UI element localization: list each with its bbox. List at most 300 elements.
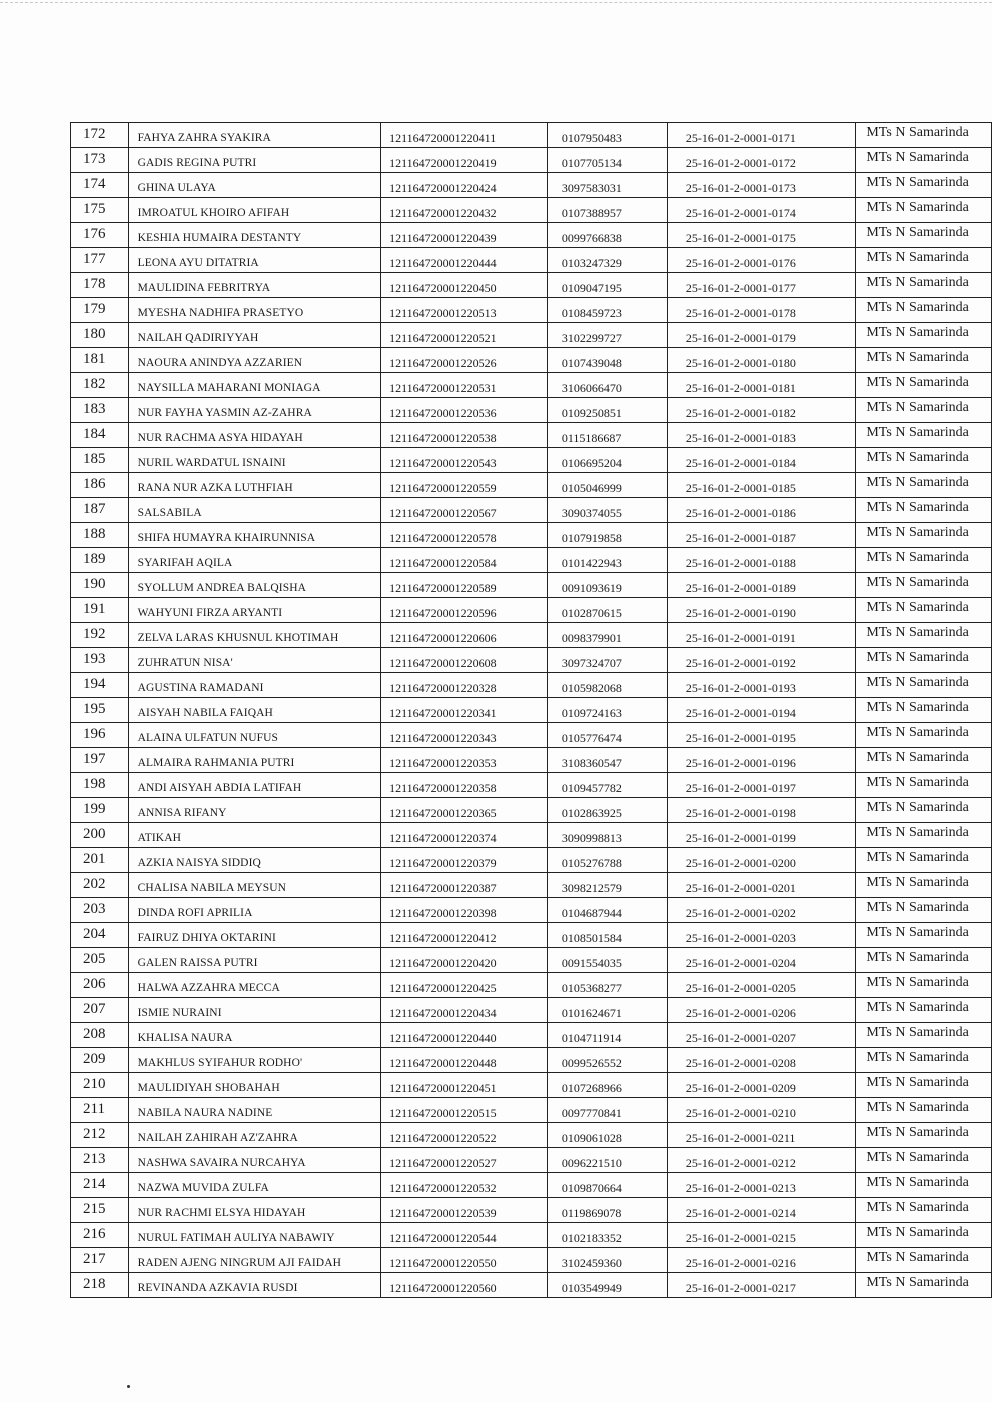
nisn-cell: 121164720001220444 [381,248,548,273]
exam-code-cell: 25-16-01-2-0001-0189 [667,573,856,598]
student-name-cell: NAILAH ZAHIRAH AZ'ZAHRA [128,1123,380,1148]
nisn-cell: 121164720001220411 [381,123,548,148]
school-cell: MTs N Samarinda [856,748,992,773]
exam-code-cell: 25-16-01-2-0001-0201 [667,873,856,898]
nis-cell: 3097324707 [547,648,667,673]
nis-cell: 0091093619 [547,573,667,598]
student-name-cell: ALMAIRA RAHMANIA PUTRI [128,748,380,773]
nisn-cell: 121164720001220439 [381,223,548,248]
nisn-cell: 121164720001220539 [381,1198,548,1223]
row-number-cell: 206 [71,973,129,998]
school-cell: MTs N Samarinda [856,1223,992,1248]
row-number-cell: 177 [71,248,129,273]
row-number-cell: 197 [71,748,129,773]
exam-code-cell: 25-16-01-2-0001-0214 [667,1198,856,1223]
table-row [71,923,992,948]
table-row [71,673,992,698]
nisn-cell: 121164720001220448 [381,1048,548,1073]
row-number-cell: 215 [71,1198,129,1223]
nisn-cell: 121164720001220358 [381,773,548,798]
student-name-cell: ISMIE NURAINI [128,998,380,1023]
school-cell: MTs N Samarinda [856,223,992,248]
row-number-cell: 217 [71,1248,129,1273]
table-row [71,523,992,548]
table-row [71,898,992,923]
nis-cell: 0099526552 [547,1048,667,1073]
nisn-cell: 121164720001220538 [381,423,548,448]
row-number-cell: 203 [71,898,129,923]
nis-cell: 0104687944 [547,898,667,923]
exam-code-cell: 25-16-01-2-0001-0186 [667,498,856,523]
nis-cell: 0107388957 [547,198,667,223]
table-row [71,1173,992,1198]
table-row [71,748,992,773]
nisn-cell: 121164720001220420 [381,948,548,973]
nis-cell: 0105368277 [547,973,667,998]
nis-cell: 0091554035 [547,948,667,973]
school-cell: MTs N Samarinda [856,1073,992,1098]
student-name-cell: SALSABILA [128,498,380,523]
nisn-cell: 121164720001220328 [381,673,548,698]
table-row [71,1148,992,1173]
table-row [71,173,992,198]
student-name-cell: MYESHA NADHIFA PRASETYO [128,298,380,323]
school-cell: MTs N Samarinda [856,923,992,948]
nis-cell: 0107919858 [547,523,667,548]
nis-cell: 3090374055 [547,498,667,523]
nis-cell: 0102870615 [547,598,667,623]
nisn-cell: 121164720001220412 [381,923,548,948]
exam-code-cell: 25-16-01-2-0001-0183 [667,423,856,448]
student-name-cell: NAYSILLA MAHARANI MONIAGA [128,373,380,398]
nis-cell: 0099766838 [547,223,667,248]
nisn-cell: 121164720001220526 [381,348,548,373]
row-number-cell: 172 [71,123,129,148]
exam-code-cell: 25-16-01-2-0001-0211 [667,1123,856,1148]
exam-code-cell: 25-16-01-2-0001-0180 [667,348,856,373]
school-cell: MTs N Samarinda [856,823,992,848]
nisn-cell: 121164720001220584 [381,548,548,573]
scan-edge-line [0,2,992,3]
student-name-cell: NURIL WARDATUL ISNAINI [128,448,380,473]
student-name-cell: AZKIA NAISYA SIDDIQ [128,848,380,873]
row-number-cell: 176 [71,223,129,248]
nis-cell: 0103247329 [547,248,667,273]
row-number-cell: 214 [71,1173,129,1198]
student-name-cell: FAIRUZ DHIYA OKTARINI [128,923,380,948]
row-number-cell: 208 [71,1023,129,1048]
nisn-cell: 121164720001220589 [381,573,548,598]
nis-cell: 0102863925 [547,798,667,823]
nisn-cell: 121164720001220432 [381,198,548,223]
row-number-cell: 180 [71,323,129,348]
table-row [71,198,992,223]
row-number-cell: 189 [71,548,129,573]
nis-cell: 3106066470 [547,373,667,398]
exam-code-cell: 25-16-01-2-0001-0207 [667,1023,856,1048]
nis-cell: 3108360547 [547,748,667,773]
exam-code-cell: 25-16-01-2-0001-0187 [667,523,856,548]
table-row [71,473,992,498]
nisn-cell: 121164720001220450 [381,273,548,298]
school-cell: MTs N Samarinda [856,273,992,298]
nisn-cell: 121164720001220521 [381,323,548,348]
nis-cell: 0108459723 [547,298,667,323]
exam-code-cell: 25-16-01-2-0001-0217 [667,1273,856,1298]
table-row [71,1198,992,1223]
school-cell: MTs N Samarinda [856,698,992,723]
student-name-cell: REVINANDA AZKAVIA RUSDI [128,1273,380,1298]
nis-cell: 0107439048 [547,348,667,373]
table-row [71,448,992,473]
row-number-cell: 173 [71,148,129,173]
student-name-cell: NUR FAYHA YASMIN AZ-ZAHRA [128,398,380,423]
school-cell: MTs N Samarinda [856,848,992,873]
table-row [71,798,992,823]
row-number-cell: 213 [71,1148,129,1173]
table-row [71,623,992,648]
nisn-cell: 121164720001220544 [381,1223,548,1248]
table-row [71,373,992,398]
exam-code-cell: 25-16-01-2-0001-0172 [667,148,856,173]
nisn-cell: 121164720001220451 [381,1073,548,1098]
nisn-cell: 121164720001220398 [381,898,548,923]
exam-code-cell: 25-16-01-2-0001-0179 [667,323,856,348]
row-number-cell: 198 [71,773,129,798]
nisn-cell: 121164720001220543 [381,448,548,473]
table-row [71,298,992,323]
row-number-cell: 207 [71,998,129,1023]
school-cell: MTs N Samarinda [856,1148,992,1173]
nis-cell: 0109870664 [547,1173,667,1198]
school-cell: MTs N Samarinda [856,398,992,423]
nisn-cell: 121164720001220560 [381,1273,548,1298]
school-cell: MTs N Samarinda [856,898,992,923]
school-cell: MTs N Samarinda [856,1198,992,1223]
exam-code-cell: 25-16-01-2-0001-0195 [667,723,856,748]
nis-cell: 0097770841 [547,1098,667,1123]
nisn-cell: 121164720001220365 [381,798,548,823]
school-cell: MTs N Samarinda [856,348,992,373]
exam-code-cell: 25-16-01-2-0001-0182 [667,398,856,423]
school-cell: MTs N Samarinda [856,1023,992,1048]
school-cell: MTs N Samarinda [856,673,992,698]
exam-code-cell: 25-16-01-2-0001-0174 [667,198,856,223]
exam-code-cell: 25-16-01-2-0001-0203 [667,923,856,948]
student-name-cell: AGUSTINA RAMADANI [128,673,380,698]
nis-cell: 0101624671 [547,998,667,1023]
student-name-cell: MAULIDINA FEBRITRYA [128,273,380,298]
school-cell: MTs N Samarinda [856,573,992,598]
table-row [71,1123,992,1148]
exam-code-cell: 25-16-01-2-0001-0196 [667,748,856,773]
student-name-cell: NAILAH QADIRIYYAH [128,323,380,348]
student-name-cell: SYARIFAH AQILA [128,548,380,573]
nisn-cell: 121164720001220527 [381,1148,548,1173]
student-name-cell: GHINA ULAYA [128,173,380,198]
school-cell: MTs N Samarinda [856,948,992,973]
table-row [71,573,992,598]
school-cell: MTs N Samarinda [856,798,992,823]
table-row [71,148,992,173]
nisn-cell: 121164720001220606 [381,623,548,648]
nis-cell: 0119869078 [547,1198,667,1223]
exam-code-cell: 25-16-01-2-0001-0191 [667,623,856,648]
row-number-cell: 191 [71,598,129,623]
nis-cell: 0105046999 [547,473,667,498]
table-row [71,598,992,623]
student-name-cell: FAHYA ZAHRA SYAKIRA [128,123,380,148]
student-name-cell: GALEN RAISSA PUTRI [128,948,380,973]
nis-cell: 0107950483 [547,123,667,148]
student-name-cell: ZELVA LARAS KHUSNUL KHOTIMAH [128,623,380,648]
row-number-cell: 210 [71,1073,129,1098]
nis-cell: 0106695204 [547,448,667,473]
exam-code-cell: 25-16-01-2-0001-0202 [667,898,856,923]
exam-code-cell: 25-16-01-2-0001-0200 [667,848,856,873]
nis-cell: 0096221510 [547,1148,667,1173]
row-number-cell: 174 [71,173,129,198]
student-name-cell: LEONA AYU DITATRIA [128,248,380,273]
nisn-cell: 121164720001220434 [381,998,548,1023]
student-name-cell: HALWA AZZAHRA MECCA [128,973,380,998]
exam-code-cell: 25-16-01-2-0001-0190 [667,598,856,623]
student-name-cell: IMROATUL KHOIRO AFIFAH [128,198,380,223]
exam-code-cell: 25-16-01-2-0001-0178 [667,298,856,323]
exam-code-cell: 25-16-01-2-0001-0185 [667,473,856,498]
table-row [71,123,992,148]
table-row [71,1248,992,1273]
student-name-cell: SHIFA HUMAYRA KHAIRUNNISA [128,523,380,548]
exam-code-cell: 25-16-01-2-0001-0204 [667,948,856,973]
nisn-cell: 121164720001220513 [381,298,548,323]
nisn-cell: 121164720001220608 [381,648,548,673]
school-cell: MTs N Samarinda [856,298,992,323]
nisn-cell: 121164720001220531 [381,373,548,398]
nis-cell: 0103549949 [547,1273,667,1298]
student-name-cell: NAZWA MUVIDA ZULFA [128,1173,380,1198]
nis-cell: 3102459360 [547,1248,667,1273]
student-name-cell: ZUHRATUN NISA' [128,648,380,673]
nisn-cell: 121164720001220353 [381,748,548,773]
row-number-cell: 216 [71,1223,129,1248]
table-row [71,973,992,998]
exam-code-cell: 25-16-01-2-0001-0188 [667,548,856,573]
row-number-cell: 183 [71,398,129,423]
roster-body [71,123,992,1298]
table-row [71,223,992,248]
nisn-cell: 121164720001220343 [381,723,548,748]
school-cell: MTs N Samarinda [856,198,992,223]
table-row [71,723,992,748]
row-number-cell: 184 [71,423,129,448]
row-number-cell: 202 [71,873,129,898]
nis-cell: 0105776474 [547,723,667,748]
row-number-cell: 199 [71,798,129,823]
nisn-cell: 121164720001220515 [381,1098,548,1123]
school-cell: MTs N Samarinda [856,1273,992,1298]
row-number-cell: 185 [71,448,129,473]
student-name-cell: MAKHLUS SYIFAHUR RODHO' [128,1048,380,1073]
table-row [71,773,992,798]
student-name-cell: ALAINA ULFATUN NUFUS [128,723,380,748]
school-cell: MTs N Samarinda [856,973,992,998]
row-number-cell: 195 [71,698,129,723]
nis-cell: 3097583031 [547,173,667,198]
nisn-cell: 121164720001220596 [381,598,548,623]
table-row [71,248,992,273]
nisn-cell: 121164720001220387 [381,873,548,898]
student-name-cell: KESHIA HUMAIRA DESTANTY [128,223,380,248]
table-row [71,423,992,448]
exam-code-cell: 25-16-01-2-0001-0173 [667,173,856,198]
row-number-cell: 194 [71,673,129,698]
student-name-cell: RANA NUR AZKA LUTHFIAH [128,473,380,498]
table-row [71,698,992,723]
nis-cell: 0098379901 [547,623,667,648]
exam-code-cell: 25-16-01-2-0001-0171 [667,123,856,148]
school-cell: MTs N Samarinda [856,1173,992,1198]
exam-code-cell: 25-16-01-2-0001-0215 [667,1223,856,1248]
student-name-cell: SYOLLUM ANDREA BALQISHA [128,573,380,598]
table-row [71,823,992,848]
nis-cell: 0104711914 [547,1023,667,1048]
row-number-cell: 178 [71,273,129,298]
nisn-cell: 121164720001220550 [381,1248,548,1273]
table-row [71,848,992,873]
row-number-cell: 187 [71,498,129,523]
school-cell: MTs N Samarinda [856,248,992,273]
school-cell: MTs N Samarinda [856,648,992,673]
nisn-cell: 121164720001220536 [381,398,548,423]
nisn-cell: 121164720001220532 [381,1173,548,1198]
student-name-cell: MAULIDIYAH SHOBAHAH [128,1073,380,1098]
nisn-cell: 121164720001220559 [381,473,548,498]
nis-cell: 3102299727 [547,323,667,348]
nis-cell: 0109061028 [547,1123,667,1148]
exam-code-cell: 25-16-01-2-0001-0176 [667,248,856,273]
row-number-cell: 204 [71,923,129,948]
nis-cell: 0109250851 [547,398,667,423]
row-number-cell: 209 [71,1048,129,1073]
row-number-cell: 218 [71,1273,129,1298]
row-number-cell: 175 [71,198,129,223]
exam-code-cell: 25-16-01-2-0001-0175 [667,223,856,248]
nis-cell: 0102183352 [547,1223,667,1248]
row-number-cell: 190 [71,573,129,598]
exam-code-cell: 25-16-01-2-0001-0212 [667,1148,856,1173]
student-name-cell: ANDI AISYAH ABDIA LATIFAH [128,773,380,798]
school-cell: MTs N Samarinda [856,1048,992,1073]
school-cell: MTs N Samarinda [856,448,992,473]
nis-cell: 0101422943 [547,548,667,573]
row-number-cell: 188 [71,523,129,548]
student-name-cell: NUR RACHMA ASYA HIDAYAH [128,423,380,448]
exam-code-cell: 25-16-01-2-0001-0193 [667,673,856,698]
nisn-cell: 121164720001220419 [381,148,548,173]
nis-cell: 0107705134 [547,148,667,173]
student-name-cell: NAOURA ANINDYA AZZARIEN [128,348,380,373]
nisn-cell: 121164720001220522 [381,1123,548,1148]
row-number-cell: 192 [71,623,129,648]
nisn-cell: 121164720001220374 [381,823,548,848]
row-number-cell: 201 [71,848,129,873]
nis-cell: 0108501584 [547,923,667,948]
exam-code-cell: 25-16-01-2-0001-0210 [667,1098,856,1123]
nisn-cell: 121164720001220578 [381,523,548,548]
school-cell: MTs N Samarinda [856,998,992,1023]
scan-speck [127,1385,130,1388]
school-cell: MTs N Samarinda [856,598,992,623]
nis-cell: 3090998813 [547,823,667,848]
nisn-cell: 121164720001220440 [381,1023,548,1048]
table-row [71,1223,992,1248]
nis-cell: 3098212579 [547,873,667,898]
student-roster-table [70,122,992,1298]
row-number-cell: 193 [71,648,129,673]
school-cell: MTs N Samarinda [856,623,992,648]
table-row [71,1098,992,1123]
student-name-cell: NUR RACHMI ELSYA HIDAYAH [128,1198,380,1223]
school-cell: MTs N Samarinda [856,1123,992,1148]
nis-cell: 0109047195 [547,273,667,298]
exam-code-cell: 25-16-01-2-0001-0216 [667,1248,856,1273]
exam-code-cell: 25-16-01-2-0001-0177 [667,273,856,298]
student-name-cell: DINDA ROFI APRILIA [128,898,380,923]
nis-cell: 0105276788 [547,848,667,873]
school-cell: MTs N Samarinda [856,123,992,148]
exam-code-cell: 25-16-01-2-0001-0206 [667,998,856,1023]
nisn-cell: 121164720001220424 [381,173,548,198]
student-name-cell: NASHWA SAVAIRA NURCAHYA [128,1148,380,1173]
nisn-cell: 121164720001220341 [381,698,548,723]
table-row [71,1273,992,1298]
school-cell: MTs N Samarinda [856,548,992,573]
nisn-cell: 121164720001220425 [381,973,548,998]
school-cell: MTs N Samarinda [856,373,992,398]
school-cell: MTs N Samarinda [856,1248,992,1273]
row-number-cell: 196 [71,723,129,748]
row-number-cell: 212 [71,1123,129,1148]
table-row [71,498,992,523]
student-name-cell: ATIKAH [128,823,380,848]
school-cell: MTs N Samarinda [856,148,992,173]
nis-cell: 0109724163 [547,698,667,723]
student-name-cell: KHALISA NAURA [128,1023,380,1048]
exam-code-cell: 25-16-01-2-0001-0194 [667,698,856,723]
row-number-cell: 181 [71,348,129,373]
exam-code-cell: 25-16-01-2-0001-0208 [667,1048,856,1073]
table-row [71,1073,992,1098]
exam-code-cell: 25-16-01-2-0001-0199 [667,823,856,848]
row-number-cell: 200 [71,823,129,848]
row-number-cell: 179 [71,298,129,323]
student-name-cell: CHALISA NABILA MEYSUN [128,873,380,898]
student-name-cell: NURUL FATIMAH AULIYA NABAWIY [128,1223,380,1248]
exam-code-cell: 25-16-01-2-0001-0198 [667,798,856,823]
table-row [71,398,992,423]
table-row [71,323,992,348]
table-row [71,273,992,298]
table-row [71,648,992,673]
nisn-cell: 121164720001220379 [381,848,548,873]
table-row [71,998,992,1023]
nis-cell: 0109457782 [547,773,667,798]
student-name-cell: NABILA NAURA NADINE [128,1098,380,1123]
school-cell: MTs N Samarinda [856,498,992,523]
table-row [71,548,992,573]
school-cell: MTs N Samarinda [856,523,992,548]
